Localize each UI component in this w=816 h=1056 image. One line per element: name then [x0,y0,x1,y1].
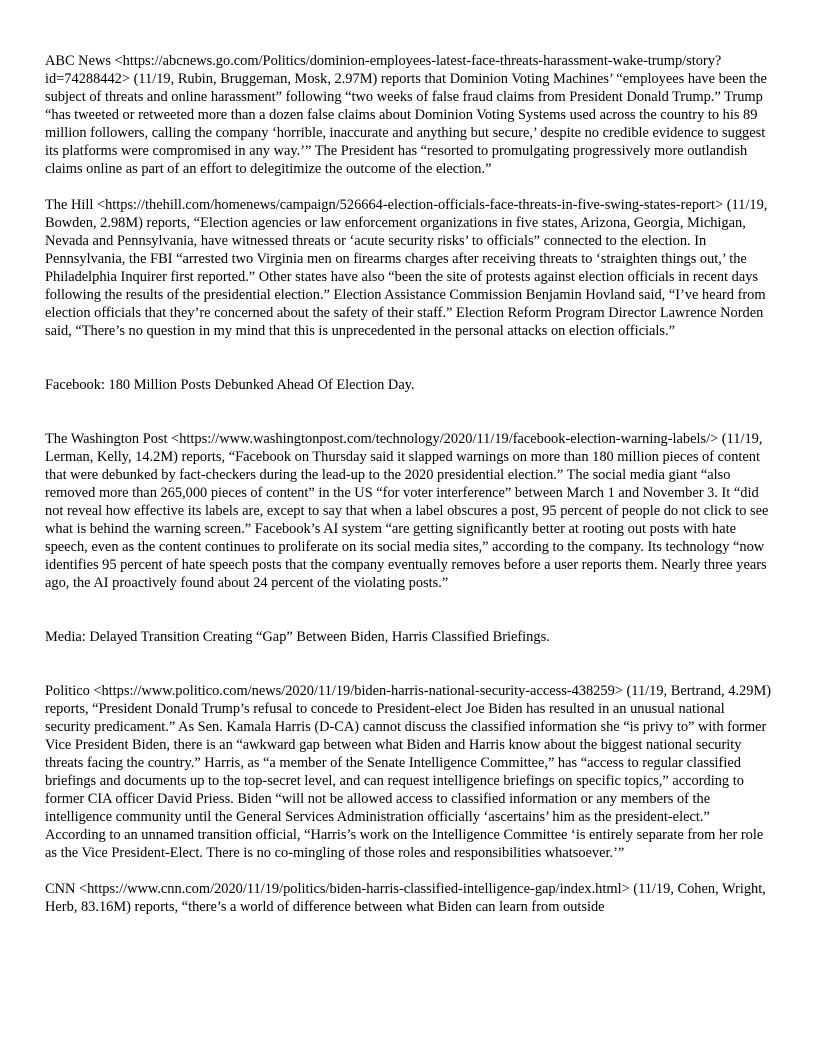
facebook-section-heading: Facebook: 180 Million Posts Debunked Ahead Of Election Day. [45,377,415,393]
cnn-paragraph: CNN <https://www.cnn.com/2020/11/19/politics/biden-harris-classified-intelligence-gap/index.html> (11/19, Cohen, Wright, Herb, 83.16M) reports, “there’s a world of difference between what Biden can learn from outside [45,881,766,915]
abc-news-paragraph: ABC News <https://abcnews.go.com/Politics/dominion-employees-latest-face-threats-harassment-wake-trump/story?id=74288442> (11/19, Rubin, Bruggeman, Mosk, 2.97M) reports that Dominion Voting Machines’ “employees have been the subject of threats and online harassment” following “two weeks of false fraud claims from President Donald Trump.” Trump “has tweeted or retweeted more than a dozen false claims about Dominion Voting Systems used across the country to his 89 million followers, calling the company ‘horrible, inaccurate and anything but secure,’ despite no credible evidence to suggest its platforms were compromised in any way.’” The President has “resorted to promulgating progressively more outlandish claims online as part of an effort to delegitimize the outcome of the election.” [45,53,767,177]
the-hill-paragraph: The Hill <https://thehill.com/homenews/campaign/526664-election-officials-face-threats-in-five-swing-states-report> (11/19, Bowden, 2.98M) reports, “Election agencies or law enforcement organizations in five states, Arizona, Georgia, Michigan, Nevada and Pennsylvania, have witnessed threats or ‘acute security risks’ to officials” connected to the election. In Pennsylvania, the FBI “arrested two Virginia men on firearms charges after receiving threats to ‘straighten things out,’ the Philadelphia Inquirer first reported.” Other states have also “been the site of protests against election officials in recent days following the results of the presidential election.” Election Assistance Commission Benjamin Hovland said, “I’ve heard from election officials that they’re concerned about the safety of their staff.” Election Reform Program Director Lawrence Norden said, “There’s no question in my mind that this is unprecedented in the personal attacks on election officials.” [45,197,768,339]
document-page [45,52,773,916]
politico-paragraph: Politico <https://www.politico.com/news/2020/11/19/biden-harris-national-security-access-438259> (11/19, Bertrand, 4.29M) reports, “President Donald Trump’s refusal to concede to President-elect Joe Biden has resulted in an unusual national security predicament.” As Sen. Kamala Harris (D-CA) cannot discuss the classified information she “is privy to” with former Vice President Biden, there is an “awkward gap between what Biden and Harris know about the biggest national security threats facing the country.” Harris, as “a member of the Senate Intelligence Committee,” has “access to regular classified briefings and documents up to the top-secret level, and can request intelligence briefings on specific topics,” according to former CIA officer David Priess. Biden “will not be allowed access to classified information or any members of the intelligence community until the General Services Administration officially ‘ascertains’ him as the president-elect.” According to an unnamed transition official, “Harris’s work on the Intelligence Committee ‘is entirely separate from her role as the Vice President-Elect. There is no co-mingling of those roles and responsibilities whatsoever.’” [45,683,772,861]
media-section-heading: Media: Delayed Transition Creating “Gap” Between Biden, Harris Classified Briefings. [45,629,550,645]
washington-post-paragraph: The Washington Post <https://www.washingtonpost.com/technology/2020/11/19/facebook-election-warning-labels/> (11/19, Lerman, Kelly, 14.2M) reports, “Facebook on Thursday said it slapped warnings on more than 180 million pieces of content that were debunked by fact-checkers during the lead-up to the 2020 presidential election.” The social media giant “also removed more than 265,000 pieces of content” in the US “for voter interference” between March 1 and November 3. It “did not reveal how effective its labels are, except to say that when a label obscures a post, 95 percent of people do not click to see what is behind the warning screen.” Facebook’s AI system “are getting significantly better at rooting out posts with hate speech, even as the content continues to proliferate on its social media sites,” according to the company. Its technology “now identifies 95 percent of hate speech posts that the company eventually removes before a user reports them. Nearly three years ago, the AI proactively found about 24 percent of the violating posts.” [45,431,769,591]
